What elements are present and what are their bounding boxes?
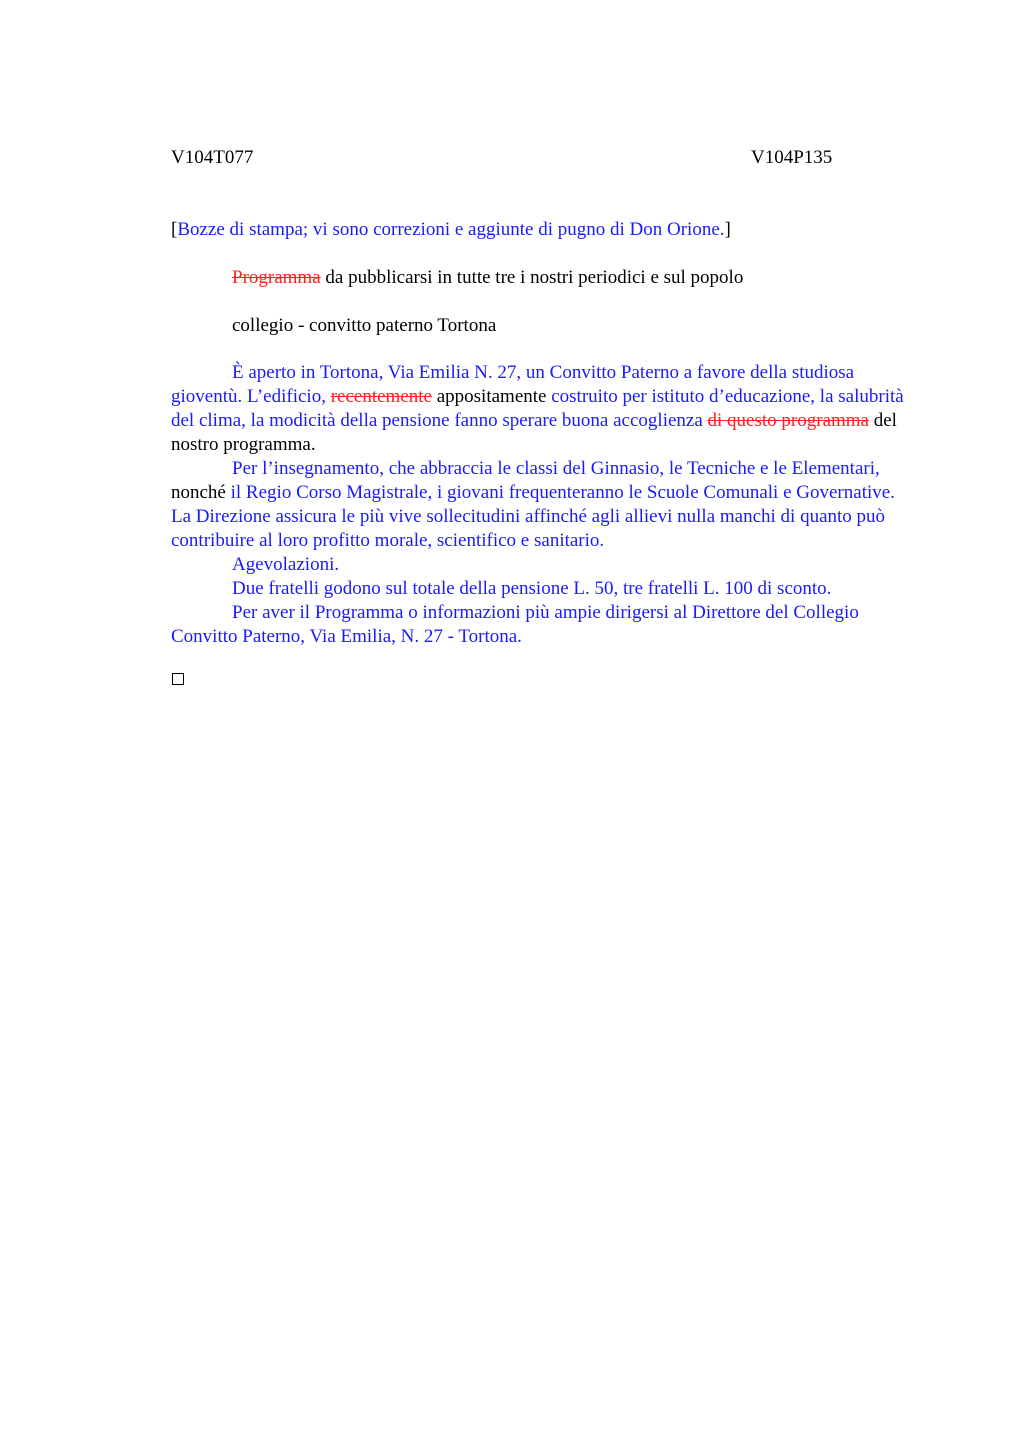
p2-text-c: il Regio Corso Magistrale, i giovani frequenteranno le Scuole Comunali e Governative. La Direzione assicura le più vive sollecitudini affinché agli allievi nulla manchi di quanto può contribuire al loro profitto morale, scientifico e sanitario. bbox=[171, 482, 895, 551]
document-code-right: V104P135 bbox=[751, 147, 833, 168]
note-text: Bozze di stampa; vi sono correzioni e aggiunte di pugno di Don Orione. bbox=[177, 219, 725, 240]
paragraph-1 bbox=[171, 361, 916, 457]
p1-text-f: del nostro programma. bbox=[171, 410, 897, 455]
document-code-left: V104T077 bbox=[171, 147, 254, 168]
heading-rest: da pubblicarsi in tutte tre i nostri periodici e sul popolo bbox=[320, 267, 744, 288]
p1-struck-e: di questo programma bbox=[707, 410, 869, 431]
paragraph-5: Per aver il Programma o informazioni più ampie dirigersi al Direttore del Collegio Convitto Paterno, Via Emilia, N. 27 - Tortona. bbox=[171, 602, 859, 647]
p1-struck-b: recentemente bbox=[330, 386, 432, 407]
paragraph-4: Due fratelli godono sul totale della pensione L. 50, tre fratelli L. 100 di sconto. bbox=[232, 578, 832, 599]
body-text bbox=[171, 361, 916, 649]
p1-text-c: appositamente bbox=[431, 386, 552, 407]
paragraph-3: Agevolazioni. bbox=[232, 554, 340, 575]
subheading-line: collegio - convitto paterno Tortona bbox=[232, 315, 497, 336]
editorial-note bbox=[171, 218, 731, 242]
p1-text-d: costruito per istituto d’educazione, la salubrità del clima, la modicità della pensione fanno sperare buona accoglienza bbox=[171, 386, 904, 431]
heading-struck-word: Programma bbox=[232, 267, 321, 288]
paragraph-2 bbox=[171, 457, 916, 553]
note-open-bracket: [ bbox=[171, 219, 178, 240]
heading-line bbox=[232, 266, 743, 290]
p2-text-b: nonché bbox=[171, 482, 231, 503]
end-mark-box bbox=[172, 673, 184, 685]
note-close-bracket: ] bbox=[724, 219, 731, 240]
p2-text-a: Per l’insegnamento, che abbraccia le classi del Ginnasio, le Tecniche e le Elementari, bbox=[232, 458, 880, 479]
p1-text-a: È aperto in Tortona, Via Emilia N. 27, un Convitto Paterno a favore della studiosa gioventù. L’edificio, bbox=[171, 362, 855, 407]
